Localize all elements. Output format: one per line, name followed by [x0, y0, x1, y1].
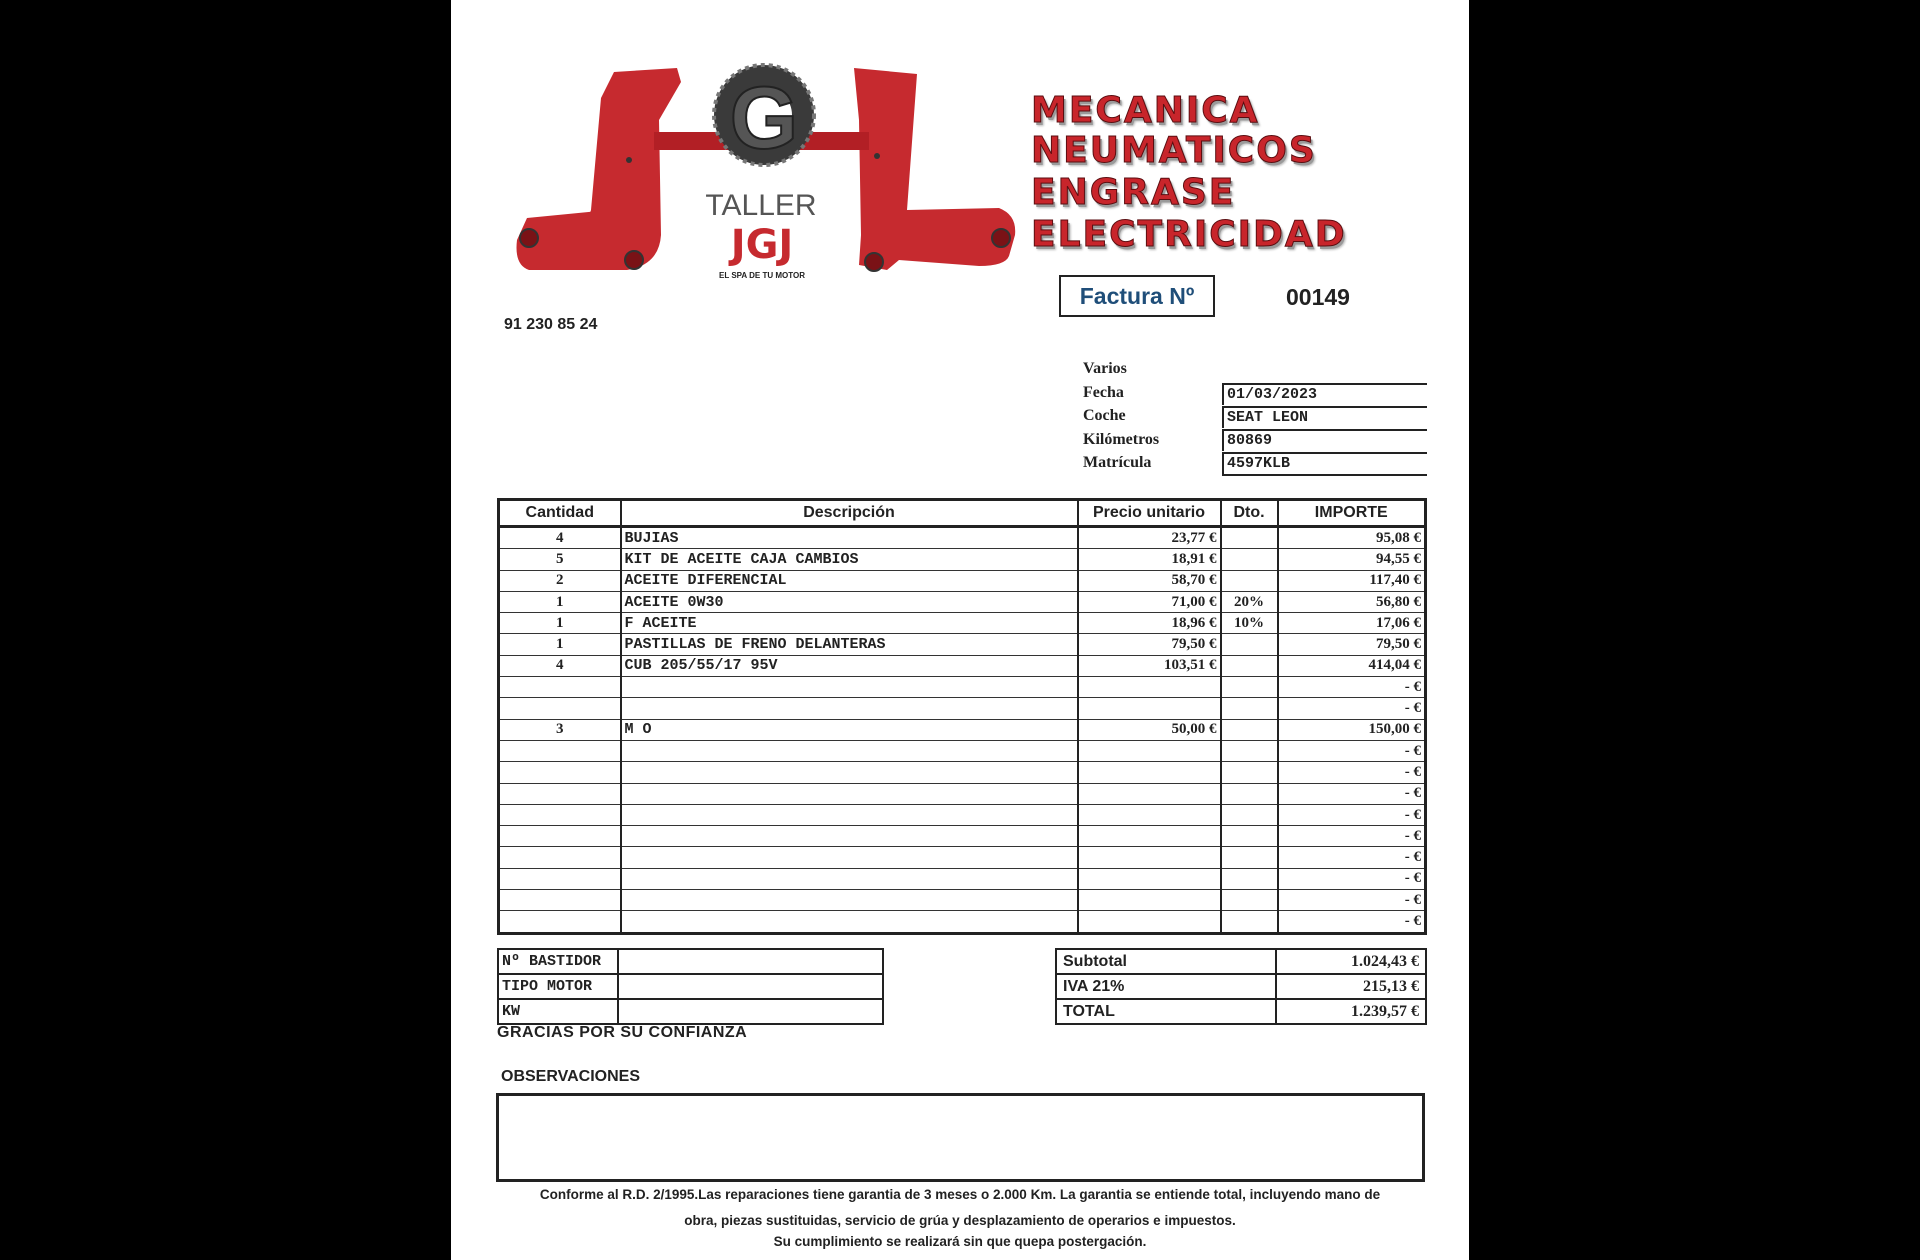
- item-unit-price: 79,50 €: [1078, 634, 1221, 655]
- item-discount: [1221, 634, 1278, 655]
- legal-line-1: Conforme al R.D. 2/1995.Las reparaciones tiene garantia de 3 meses o 2.000 Km. La garantia se entiende total, incluyendo mano de: [539, 1187, 1381, 1202]
- table-row: [499, 783, 1426, 804]
- item-discount: [1221, 719, 1278, 740]
- item-description: CUB 205/55/17 95V: [621, 655, 1078, 676]
- item-unit-price: 18,91 €: [1078, 549, 1221, 570]
- item-description: [621, 762, 1078, 783]
- item-quantity: 2: [499, 570, 621, 591]
- item-description: [621, 847, 1078, 868]
- item-discount: [1221, 847, 1278, 868]
- item-quantity: [499, 698, 621, 719]
- date-label: Fecha: [1083, 384, 1124, 401]
- item-description: PASTILLAS DE FRENO DELANTERAS: [621, 634, 1078, 655]
- item-description: [621, 740, 1078, 761]
- item-amount: - €: [1278, 804, 1426, 825]
- item-quantity: [499, 868, 621, 889]
- plate-value: 4597KLB: [1222, 452, 1427, 476]
- item-description: BUJIAS: [621, 527, 1078, 549]
- item-quantity: [499, 890, 621, 911]
- item-quantity: 4: [499, 655, 621, 676]
- item-quantity: 1: [499, 591, 621, 612]
- item-unit-price: [1078, 783, 1221, 804]
- item-description: [621, 783, 1078, 804]
- item-unit-price: 103,51 €: [1078, 655, 1221, 676]
- item-discount: [1221, 655, 1278, 676]
- item-discount: [1221, 698, 1278, 719]
- item-description: [621, 868, 1078, 889]
- client-label: Varios: [1083, 360, 1127, 377]
- item-quantity: 3: [499, 719, 621, 740]
- item-amount: 79,50 €: [1278, 634, 1426, 655]
- subtotal-label: Subtotal: [1056, 949, 1276, 974]
- kw-value: [618, 999, 883, 1024]
- item-unit-price: [1078, 677, 1221, 698]
- svg-text:JGJ: JGJ: [730, 222, 794, 268]
- engine-type-label: TIPO MOTOR: [498, 974, 618, 999]
- col-header-amount: IMPORTE: [1278, 500, 1426, 527]
- item-quantity: [499, 826, 621, 847]
- item-unit-price: [1078, 804, 1221, 825]
- item-quantity: [499, 783, 621, 804]
- item-description: M O: [621, 719, 1078, 740]
- items-header-row: [499, 500, 1426, 527]
- item-description: KIT DE ACEITE CAJA CAMBIOS: [621, 549, 1078, 570]
- item-discount: [1221, 527, 1278, 549]
- items-table: [497, 498, 1427, 935]
- item-quantity: 5: [499, 549, 621, 570]
- item-discount: [1221, 911, 1278, 933]
- service-electricidad: ELECTRICIDAD: [1031, 214, 1347, 255]
- table-row: [499, 634, 1426, 655]
- table-row: [499, 740, 1426, 761]
- item-amount: - €: [1278, 826, 1426, 847]
- item-description: [621, 911, 1078, 933]
- item-unit-price: [1078, 911, 1221, 933]
- table-row: [1056, 974, 1426, 999]
- item-amount: - €: [1278, 868, 1426, 889]
- item-discount: [1221, 677, 1278, 698]
- item-amount: 56,80 €: [1278, 591, 1426, 612]
- table-row: [499, 762, 1426, 783]
- table-row: [499, 719, 1426, 740]
- vehicle-extra-table: [497, 948, 884, 1025]
- table-row: [1056, 999, 1426, 1024]
- item-amount: - €: [1278, 783, 1426, 804]
- table-row: [499, 847, 1426, 868]
- table-row: [499, 890, 1426, 911]
- legal-line-3: Su cumplimiento se realizará sin que quepa postergación.: [773, 1234, 1147, 1249]
- item-discount: [1221, 890, 1278, 911]
- item-quantity: [499, 847, 621, 868]
- item-amount: - €: [1278, 890, 1426, 911]
- item-quantity: 1: [499, 634, 621, 655]
- item-quantity: [499, 804, 621, 825]
- svg-text:EL SPA DE TU MOTOR: EL SPA DE TU MOTOR: [719, 271, 805, 280]
- item-discount: [1221, 549, 1278, 570]
- item-discount: [1221, 826, 1278, 847]
- date-value: 01/03/2023: [1222, 383, 1427, 405]
- item-amount: 150,00 €: [1278, 719, 1426, 740]
- legal-line-2: obra, piezas sustituidas, servicio de grúa y desplazamiento de operarios e impuestos.: [684, 1213, 1236, 1228]
- item-unit-price: [1078, 847, 1221, 868]
- totals-table: [1055, 948, 1427, 1025]
- item-description: ACEITE 0W30: [621, 591, 1078, 612]
- invoice-number: 00149: [1286, 284, 1350, 310]
- thanks-message: GRACIAS POR SU CONFIANZA: [497, 1024, 748, 1041]
- item-unit-price: [1078, 740, 1221, 761]
- item-discount: [1221, 740, 1278, 761]
- table-row: [498, 974, 883, 999]
- item-amount: 117,40 €: [1278, 570, 1426, 591]
- service-mecanica: MECANICA: [1031, 90, 1260, 131]
- km-value: 80869: [1222, 429, 1427, 451]
- car-label: Coche: [1083, 407, 1126, 424]
- total-label: TOTAL: [1056, 999, 1276, 1024]
- col-header-quantity: Cantidad: [499, 500, 621, 527]
- table-row: [499, 527, 1426, 549]
- table-row: [499, 868, 1426, 889]
- invoice-label: Factura Nº: [1059, 275, 1215, 317]
- vat-value: 215,13 €: [1276, 974, 1426, 999]
- service-neumaticos: NEUMATICOS: [1031, 130, 1317, 171]
- item-description: ACEITE DIFERENCIAL: [621, 570, 1078, 591]
- item-quantity: 4: [499, 527, 621, 549]
- table-row: [499, 698, 1426, 719]
- table-row: [499, 911, 1426, 933]
- item-amount: 94,55 €: [1278, 549, 1426, 570]
- item-discount: 20%: [1221, 591, 1278, 612]
- table-row: [499, 677, 1426, 698]
- item-quantity: 1: [499, 613, 621, 634]
- item-discount: [1221, 868, 1278, 889]
- col-header-discount: Dto.: [1221, 500, 1278, 527]
- item-description: F ACEITE: [621, 613, 1078, 634]
- table-row: [499, 549, 1426, 570]
- item-description: [621, 826, 1078, 847]
- vat-label: IVA 21%: [1056, 974, 1276, 999]
- item-amount: - €: [1278, 698, 1426, 719]
- item-discount: [1221, 804, 1278, 825]
- table-row: [499, 655, 1426, 676]
- table-row: [498, 949, 883, 974]
- item-discount: 10%: [1221, 613, 1278, 634]
- item-unit-price: 58,70 €: [1078, 570, 1221, 591]
- plate-label: Matrícula: [1083, 454, 1152, 471]
- table-row: [499, 613, 1426, 634]
- item-amount: 17,06 €: [1278, 613, 1426, 634]
- svg-text:TALLER: TALLER: [705, 189, 817, 222]
- item-description: [621, 677, 1078, 698]
- chassis-value: [618, 949, 883, 974]
- item-unit-price: [1078, 868, 1221, 889]
- km-label: Kilómetros: [1083, 431, 1160, 448]
- item-amount: - €: [1278, 847, 1426, 868]
- item-unit-price: [1078, 698, 1221, 719]
- col-header-unit-price: Precio unitario: [1078, 500, 1221, 527]
- chassis-label: Nº BASTIDOR: [498, 949, 618, 974]
- item-unit-price: [1078, 762, 1221, 783]
- subtotal-value: 1.024,43 €: [1276, 949, 1426, 974]
- car-value: SEAT LEON: [1222, 406, 1427, 428]
- item-unit-price: 71,00 €: [1078, 591, 1221, 612]
- engine-type-value: [618, 974, 883, 999]
- total-value: 1.239,57 €: [1276, 999, 1426, 1024]
- table-row: [499, 570, 1426, 591]
- item-unit-price: 23,77 €: [1078, 527, 1221, 549]
- item-quantity: [499, 740, 621, 761]
- item-amount: 414,04 €: [1278, 655, 1426, 676]
- item-discount: [1221, 762, 1278, 783]
- col-header-description: Descripción: [621, 500, 1078, 527]
- phone-number: 91 230 85 24: [504, 316, 598, 333]
- invoice-sheet: [451, 0, 1469, 1260]
- item-unit-price: [1078, 826, 1221, 847]
- item-amount: - €: [1278, 762, 1426, 783]
- svg-text:G: G: [729, 68, 799, 167]
- item-quantity: [499, 677, 621, 698]
- table-row: [499, 804, 1426, 825]
- observations-box: [496, 1093, 1425, 1182]
- item-unit-price: [1078, 890, 1221, 911]
- table-row: [499, 591, 1426, 612]
- item-discount: [1221, 783, 1278, 804]
- item-description: [621, 890, 1078, 911]
- taller-jgj-logo: [509, 60, 1029, 285]
- item-description: [621, 804, 1078, 825]
- item-unit-price: 18,96 €: [1078, 613, 1221, 634]
- table-row: [499, 826, 1426, 847]
- item-quantity: [499, 911, 621, 933]
- table-row: [498, 999, 883, 1024]
- item-amount: - €: [1278, 911, 1426, 933]
- item-unit-price: 50,00 €: [1078, 719, 1221, 740]
- kw-label: KW: [498, 999, 618, 1024]
- observations-title: OBSERVACIONES: [501, 1068, 640, 1085]
- item-discount: [1221, 570, 1278, 591]
- item-amount: - €: [1278, 677, 1426, 698]
- item-quantity: [499, 762, 621, 783]
- table-row: [1056, 949, 1426, 974]
- item-description: [621, 698, 1078, 719]
- item-amount: - €: [1278, 740, 1426, 761]
- service-engrase: ENGRASE: [1031, 172, 1236, 213]
- item-amount: 95,08 €: [1278, 527, 1426, 549]
